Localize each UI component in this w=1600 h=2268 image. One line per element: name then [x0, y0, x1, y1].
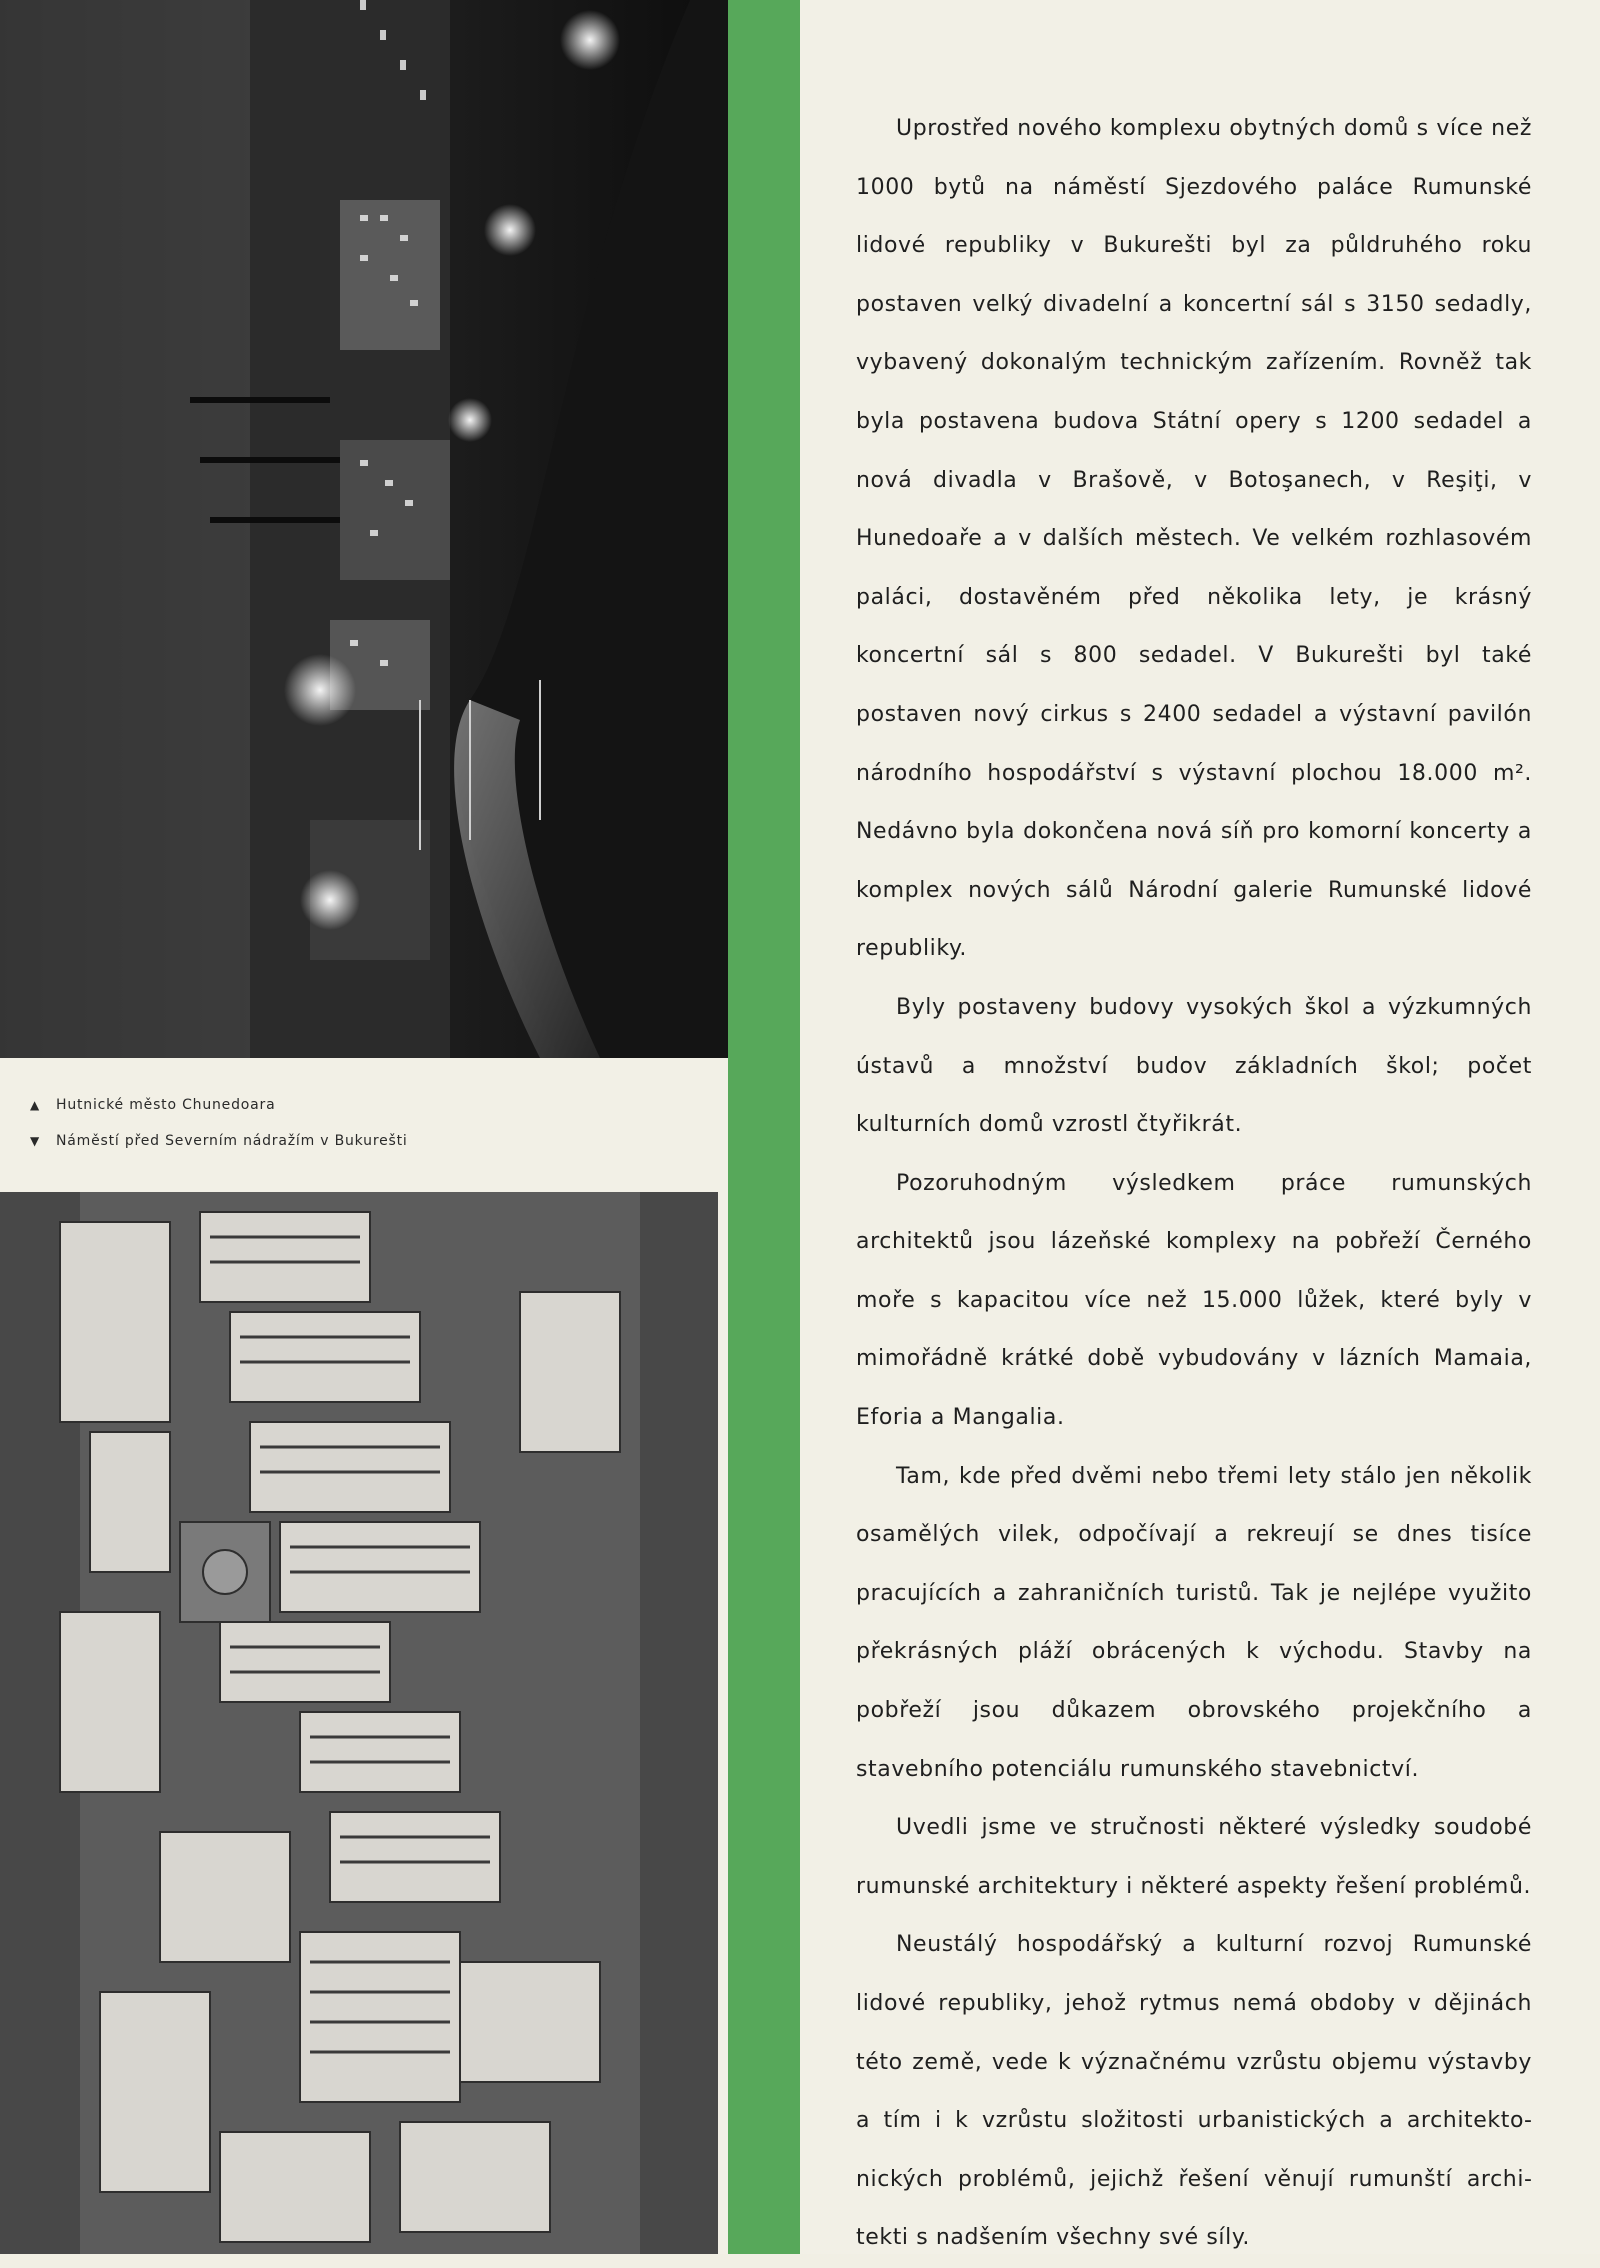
caption-text: Hutnické město Chunedoara — [56, 1097, 276, 1113]
paragraph: Uprostřed nového komplexu obytných domů s více než 1000 bytů na náměstí Sjezdového paláce Rumunské lidové republiky v Bukurešti byl za půldruhého roku postaven velký divadelní a koncertní sál s 3150 sedadly, vybavený dokonalým technickým zařízením. Rovněž tak byla postavena budova Státní opery s 1200 sedadel a nová divadla v Brašově, v Botoşanech, v Reşiţi, v Hunedoaře a v dalších městech. Ve velkém rozhlasovém paláci, dostavěném před několika lety, je krásný koncertní sál s 800 sedadel. V Bukurešti byl také postaven nový cirkus s 2400 sedadel a výstavní pavilón národního hospodářství s výstavní plochou 18.000 m². Nedávno byla dokončena nová síň pro komorní koncerty a komplex nových sálů Národní galerie Rumunské lidové republiky. — [856, 116, 1532, 962]
caption-top-photo — [30, 1092, 710, 1118]
paragraph: Pozoruhodným výsledkem práce rumunských architektů jsou lázeňské komplexy na pobřeží Černého moře s kapacitou více než 15.000 lůžek, které byly v mimořádně krátké době vybudovány v lázních Mamaia, Eforia a Mangalia. — [856, 1170, 1532, 1431]
article-text — [856, 100, 1532, 2268]
triangle-down-icon: ▼ — [30, 1134, 41, 1148]
photo-captions — [30, 1092, 710, 1164]
green-vertical-band — [728, 0, 800, 2254]
paragraph: Tam, kde před dvěmi nebo třemi lety stálo jen několik osamělých vilek, odpočívají a rekreují se dnes tisíce pracujících a zahraničních turistů. Tak je nejlépe využito překrásných pláží obrácených k východu. Stavby na pobřeží jsou důkazem obrovského projekčního a stavebního potenciálu rumunského stavebnictví. — [856, 1463, 1532, 1782]
caption-bottom-photo — [30, 1128, 710, 1154]
aerial-square-photo — [0, 1192, 718, 2254]
paragraph: Byly postaveny budovy vysokých škol a výzkumných ústavů a množství budov základních škol; počet kulturních domů vzrostl čtyřikrát. — [856, 994, 1532, 1138]
paragraph: Neustálý hospodářský a kulturní rozvoj Rumunské lidové republiky, jehož rytmus nemá obdoby v dějinách této země, vede k význačnému vzrůstu objemu výstavby a tím i k vzrůstu složitosti urbanistických a architektonických problémů, jejichž řešení věnují rumunští architekti s nadšením všechny své síly. — [856, 1932, 1532, 2251]
triangle-up-icon: ▲ — [30, 1098, 41, 1112]
night-city-photo — [0, 0, 728, 1058]
paragraph: Uvedli jsme ve stručnosti některé výsledky soudobé rumunské architektury i některé aspekty řešení problémů. — [856, 1815, 1532, 1899]
caption-text: Náměstí před Severním nádražím v Bukurešti — [56, 1133, 408, 1149]
